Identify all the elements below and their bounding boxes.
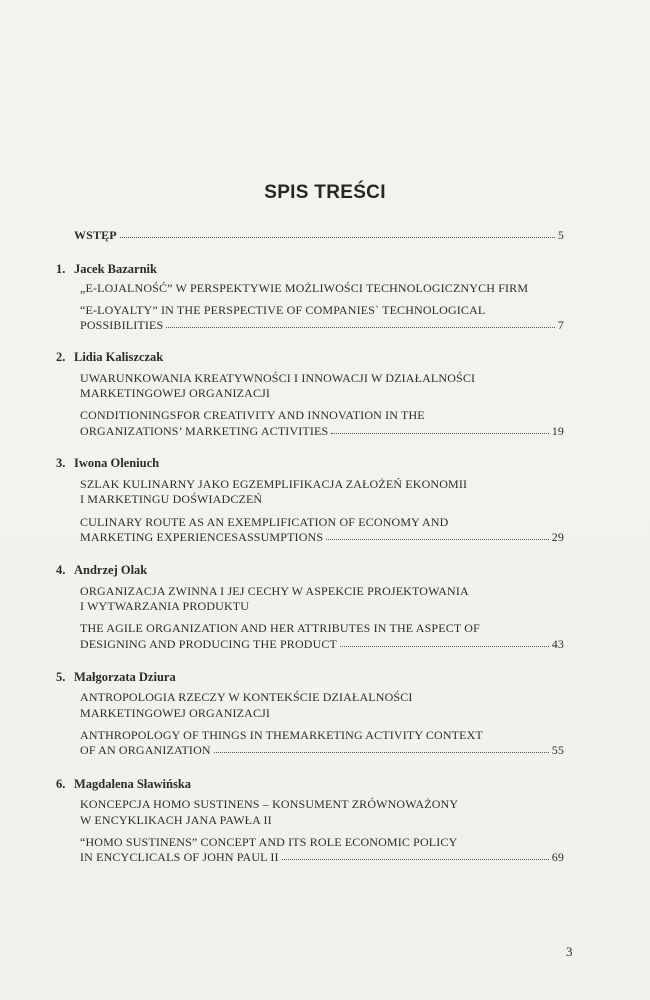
entry-title-pl: „E-LOJALNOŚĆ” W PERSPEKTYWIE MOŻLIWOŚCI TECHNOLOGICZNYCH FIRM [80,281,529,295]
entry-number: 3. [56,456,66,470]
entry-title-en-last [80,424,564,438]
entry-number: 5. [56,670,66,684]
entry-title-en-text: MARKETING EXPERIENCESASSUMPTIONS [80,530,324,544]
entry-author: Iwona Oleniuch [74,456,160,470]
entry-page: 55 [551,743,564,757]
entry-author: Jacek Bazarnik [74,262,157,276]
entry-title-en-text: ORGANIZATIONS’ MARKETING ACTIVITIES [80,424,329,438]
entry-title-en: “HOMO SUSTINENS” CONCEPT AND ITS ROLE ECONOMIC POLICY [80,835,458,849]
dot-leader [326,529,549,540]
entry-number: 6. [56,777,66,791]
entry-page: 29 [551,530,564,544]
entry-number: 1. [56,262,66,276]
intro-label: WSTĘP [74,228,117,242]
dot-leader [166,317,555,328]
dot-leader [340,636,549,647]
entry-page: 43 [551,637,564,651]
entry-title-en-text: OF AN ORGANIZATION [80,743,211,757]
entry-author: Lidia Kaliszczak [74,350,164,364]
entry-author: Magdalena Sławińska [74,777,192,791]
entry-title-pl: W ENCYKLIKACH JANA PAWŁA II [80,813,272,827]
entry-title-pl: ANTROPOLOGIA RZECZY W KONTEKŚCIE DZIAŁALNOŚCI [80,690,413,704]
entry-title-pl: MARKETINGOWEJ ORGANIZACJI [80,706,271,720]
entry-title-pl: SZLAK KULINARNY JAKO EGZEMPLIFIKACJA ZAŁOŻEŃ EKONOMII [80,477,468,491]
entry-title-en: ANTHROPOLOGY OF THINGS IN THEMARKETING ACTIVITY CONTEXT [80,728,483,742]
dot-leader [282,849,549,860]
entry-title-en: THE AGILE ORGANIZATION AND HER ATTRIBUTES IN THE ASPECT OF [80,621,480,635]
dot-leader [331,423,548,434]
dot-leader [120,227,555,238]
entry-title-pl: I MARKETINGU DOŚWIADCZEŃ [80,492,263,506]
entry-page: 69 [551,850,564,864]
entry-title-en-text: DESIGNING AND PRODUCING THE PRODUCT [80,637,338,651]
entry-title-pl: KONCEPCJA HOMO SUSTINENS – KONSUMENT ZRÓWNOWAŻONY [80,797,459,811]
entry-title-en-last [80,318,564,332]
entry-title-en: CULINARY ROUTE AS AN EXEMPLIFICATION OF ECONOMY AND [80,515,449,529]
entry-number: 4. [56,563,66,577]
entry-number: 2. [56,350,66,364]
entry-title-pl: MARKETINGOWEJ ORGANIZACJI [80,386,271,400]
entry-title-en-text: POSSIBILITIES [80,318,164,332]
entry-author: Andrzej Olak [74,563,148,577]
entry-title-en-last [80,530,564,544]
intro-row [74,228,564,242]
entry-page: 7 [557,318,564,332]
entry-title-en: “E-LOYALTY” IN THE PERSPECTIVE OF COMPANIES` TECHNOLOGICAL [80,303,486,317]
intro-page: 5 [557,228,564,242]
entry-page: 19 [551,424,564,438]
entry-title-pl: I WYTWARZANIA PRODUKTU [80,599,250,613]
entry-title-en-text: IN ENCYCLICALS OF JOHN PAUL II [80,850,279,864]
entry-author: Małgorzata Dziura [74,670,176,684]
entry-title-pl: ORGANIZACJA ZWINNA I JEJ CECHY W ASPEKCIE PROJEKTOWANIA [80,584,469,598]
dot-leader [214,742,549,753]
entry-title-en: CONDITIONINGSFOR CREATIVITY AND INNOVATION IN THE [80,408,425,422]
page-title: SPIS TREŚCI [264,182,386,203]
entry-title-en-last [80,743,564,757]
entry-title-pl: UWARUNKOWANIA KREATYWNOŚCI I INNOWACJI W DZIAŁALNOŚCI [80,371,476,385]
entry-title-en-last [80,637,564,651]
page-number: 3 [566,944,573,959]
entry-title-en-last [80,850,564,864]
